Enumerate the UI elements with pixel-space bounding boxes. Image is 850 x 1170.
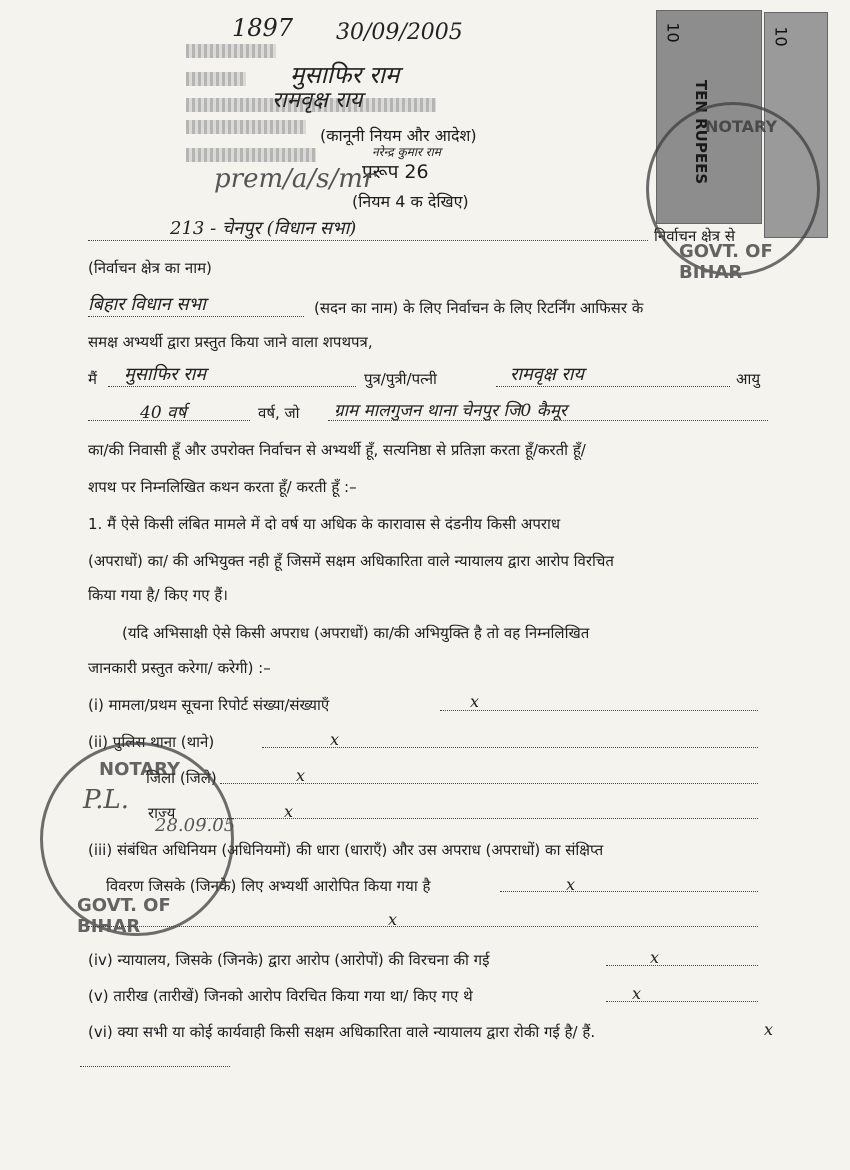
handwritten-name-line2: रामवृक्ष राय [272, 88, 363, 113]
nil-mark: x [764, 1020, 774, 1039]
nil-mark: x [650, 948, 660, 967]
stamp-value-text: TEN RUPEES [692, 79, 711, 185]
para1-line1: 1. मैं ऐसे किसी लंबित मामले में दो वर्ष या अधिक के कारावास से दंडनीय किसी अपराध [88, 515, 561, 533]
rule-reference: (नियम 4 क देखिए) [352, 192, 469, 211]
handwritten-sign: prem/a/s/mr [214, 164, 376, 194]
item-iii-dotted-line [500, 891, 758, 892]
handwritten-ref-no: 1897 [232, 14, 294, 42]
handwritten-age: 40 वर्ष [140, 403, 187, 423]
main-line-age: आयु [736, 370, 761, 388]
notary-initials: P.L. [83, 785, 130, 815]
intro-line1: (सदन का नाम) के लिए निर्वाचन के लिए रिटर्निंग आफिसर के [314, 299, 644, 317]
item-vi-dotted-line [80, 1066, 230, 1067]
line-oath: शपथ पर निम्नलिखित कथन करता हूँ/ करती हूँ :– [88, 478, 357, 496]
handwritten-deponent-name: मुसाफिर राम [124, 364, 207, 385]
faded-stamp-text [186, 72, 246, 86]
seal-bottom-text: GOVT. OF BIHAR [77, 895, 171, 937]
faded-stamp-text [186, 148, 316, 162]
notary-date: 28.09.05 [155, 815, 236, 836]
para2-line2: जानकारी प्रस्तुत करेगा/ करेगी) :– [88, 659, 271, 677]
item-iv-dotted-line [606, 965, 758, 966]
main-line-relation: पुत्र/पुत्री/पत्नी [364, 370, 437, 388]
item-ii: (ii) पुलिस थाना (थाने) [88, 733, 215, 751]
line-resident: का/की निवासी हूँ और उपरोक्त निर्वाचन से अभ्यर्थी हूँ, सत्यनिष्ठा से प्रतिज्ञा करता हूँ/करती हूँ/ [88, 441, 586, 459]
para2-line1: (यदि अभिसाक्षी ऐसे किसी अपराध (अपराधों) का/की अभियुक्ति है तो वह निम्नलिखित [122, 624, 590, 642]
nil-mark: x [330, 730, 340, 749]
constituency-label: (निर्वाचन क्षेत्र का नाम) [88, 259, 212, 277]
item-v: (v) तारीख (तारीखें) जिनको आरोप विरचित किया गया था/ किए गए थे [88, 987, 473, 1005]
intro-line2: समक्ष अभ्यर्थी द्वारा प्रस्तुत किया जाने वाला शपथपत्र, [88, 333, 373, 351]
address-dotted-line [328, 420, 768, 421]
seal-top-text: NOTARY [99, 759, 181, 780]
constituency-dotted-line [88, 240, 648, 241]
father-name-dotted-line [496, 386, 730, 387]
item-iii-line2: विवरण जिसके (जिनके) लिए अभ्यर्थी आरोपित किया गया है [106, 877, 431, 895]
handwritten-father-name: रामवृक्ष राय [510, 364, 584, 385]
nil-mark: x [296, 766, 306, 785]
handwritten-date: 30/09/2005 [336, 20, 463, 45]
constituency-field-right: निर्वाचन क्षेत्र से [654, 227, 735, 245]
item-ii-district: जिला (जिले) [146, 769, 217, 787]
handwritten-house-name: बिहार विधान सभा [88, 294, 206, 315]
form-label: प्ररूप 26 [362, 161, 429, 183]
notary-seal [646, 102, 820, 283]
handwritten-constituency: 213 - चेनपुर (विधान सभा) [170, 218, 357, 239]
line-year: वर्ष, जो [258, 404, 300, 422]
deponent-name-dotted-line [108, 386, 356, 387]
age-dotted-line [88, 420, 250, 421]
main-line-prefix: मैं [88, 370, 97, 388]
stamp-denomination: 10 [771, 26, 791, 47]
item-ii-state: राज्य [148, 804, 176, 822]
notary-seal [40, 742, 234, 936]
para1-line3: किया गया है/ किए गए हैं। [88, 586, 228, 604]
nil-mark: x [632, 984, 642, 1003]
handwritten-initials: नरेन्द्र कुमार राम [372, 145, 441, 159]
handwritten-name-line1: मुसाफिर राम [290, 61, 400, 89]
item-v-dotted-line [606, 1001, 758, 1002]
item-iii-line1: (iii) संबंधित अधिनियम (अधिनियमों) की धारा (धाराएँ) और उस अपराध (अपराधों) का संक्षिप्त [88, 841, 604, 859]
nil-mark: x [388, 910, 398, 929]
faded-stamp-text [186, 120, 306, 134]
para1-line2: (अपराधों) का/ की अभियुक्त नही हूँ जिसमें सक्षम अधिकारिता वाले न्यायालय द्वारा आरोप विरचित [88, 552, 614, 570]
item-i: (i) मामला/प्रथम सूचना रिपोर्ट संख्या/संख्याएँ [88, 696, 330, 714]
house-name-dotted-line [88, 316, 304, 317]
faded-stamp-text [186, 44, 276, 58]
seal-top-text: NOTARY [705, 117, 778, 136]
seal-bottom-text: GOVT. OF BIHAR [679, 241, 773, 283]
header-title: (कानूनी नियम और आदेश) [320, 126, 477, 145]
handwritten-address: ग्राम मालगुजन थाना चेनपुर जि0 कैमूर [334, 401, 567, 421]
nil-mark: x [470, 692, 480, 711]
item-vi: (vi) क्या सभी या कोई कार्यवाही किसी सक्षम अधिकारिता वाले न्यायालय द्वारा रोकी गई है/ हैं. [88, 1023, 596, 1041]
item-i-dotted-line [440, 710, 758, 711]
stamp-denomination: 10 [663, 22, 683, 43]
nil-mark: x [284, 802, 294, 821]
nil-mark: x [566, 875, 576, 894]
item-iv: (iv) न्यायालय, जिसके (जिनके) द्वारा आरोप (आरोपों) की विरचना की गई [88, 951, 490, 969]
